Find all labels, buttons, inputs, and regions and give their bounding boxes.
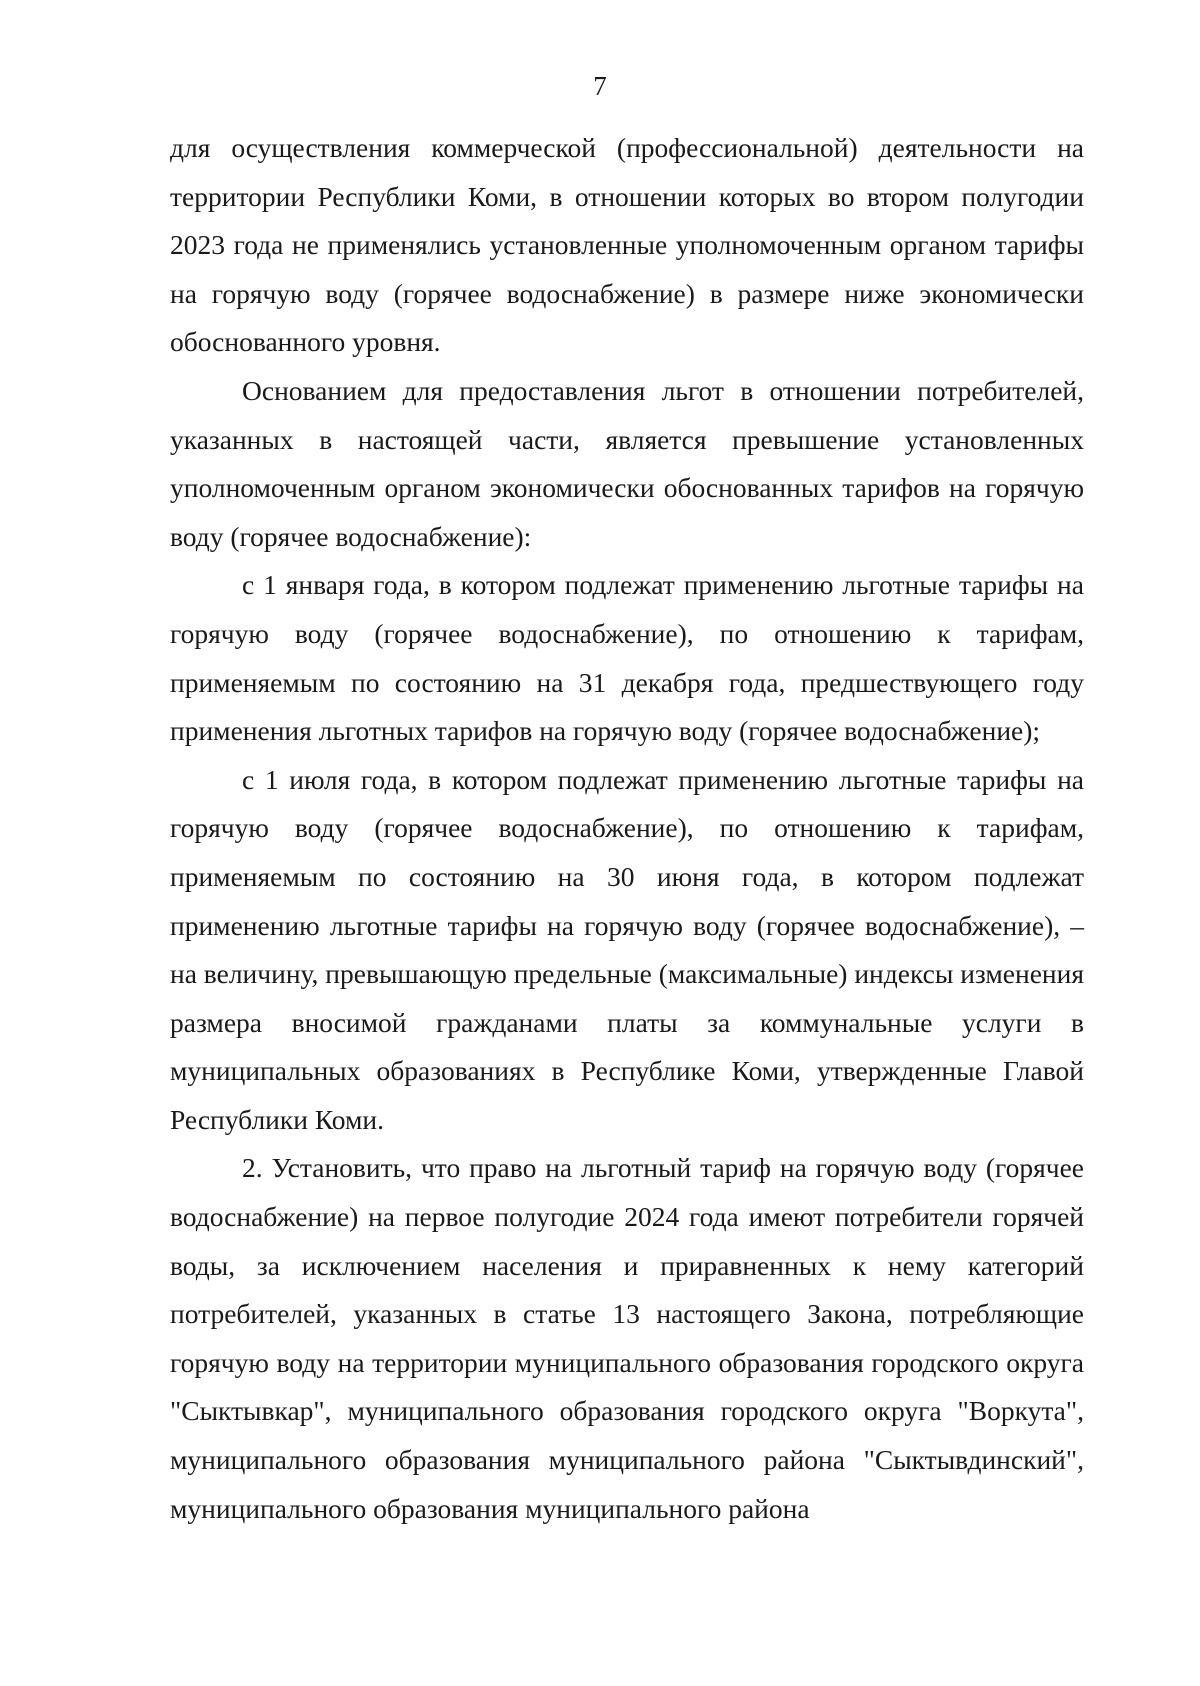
page-number: 7 bbox=[593, 71, 607, 101]
paragraph-continuation: для осуществления коммерческой (профессиональной) деятельности на территории Республики Коми, в отношении которых во втором полугодии 2023 года не применялись установленные уполномоченным органом тарифы на горячую воду (горячее водоснабжение) в размере ниже экономически обоснованного уровня. bbox=[170, 132, 1084, 358]
paragraph-july: с 1 июля года, в котором подлежат применению льготные тарифы на горячую воду (горячее водоснабжение), по отношению к тарифам, применяемым по состоянию на 30 июня года, в котором подлежат применению льготные тарифы на горячую воду (горячее водоснабжение), – на величину, превышающую предельные (максимальные) индексы изменения размера вносимой гражданами платы за коммунальные услуги в муниципальных образованиях в Республике Коми, утвержденные Главой Республики Коми. bbox=[170, 763, 1084, 1135]
paragraph-january: с 1 января года, в котором подлежат применению льготные тарифы на горячую воду (горячее водоснабжение), по отношению к тарифам, применяемым по состоянию на 31 декабря года, предшествующего году применения льготных тарифов на горячую воду (горячее водоснабжение); bbox=[170, 569, 1084, 747]
paragraph-item-2: 2. Установить, что право на льготный тариф на горячую воду (горячее водоснабжение) на первое полугодие 2024 года имеют потребители горячей воды, за исключением населения и приравненных к нему категорий потребителей, указанных в статье 13 настоящего Закона, потребляющие горячую воду на территории муниципального образования городского округа "Сыктывкар", муниципального образования городского округа "Воркута", муниципального образования муниципального района "Сыктывдинский", муниципального образования муниципального района bbox=[170, 1152, 1084, 1524]
paragraph-basis: Основанием для предоставления льгот в отношении потребителей, указанных в настоящей части, является превышение установленных уполномоченным органом экономически обоснованных тарифов на горячую воду (горячее водоснабжение): bbox=[170, 374, 1084, 552]
document-body bbox=[170, 124, 1084, 1533]
